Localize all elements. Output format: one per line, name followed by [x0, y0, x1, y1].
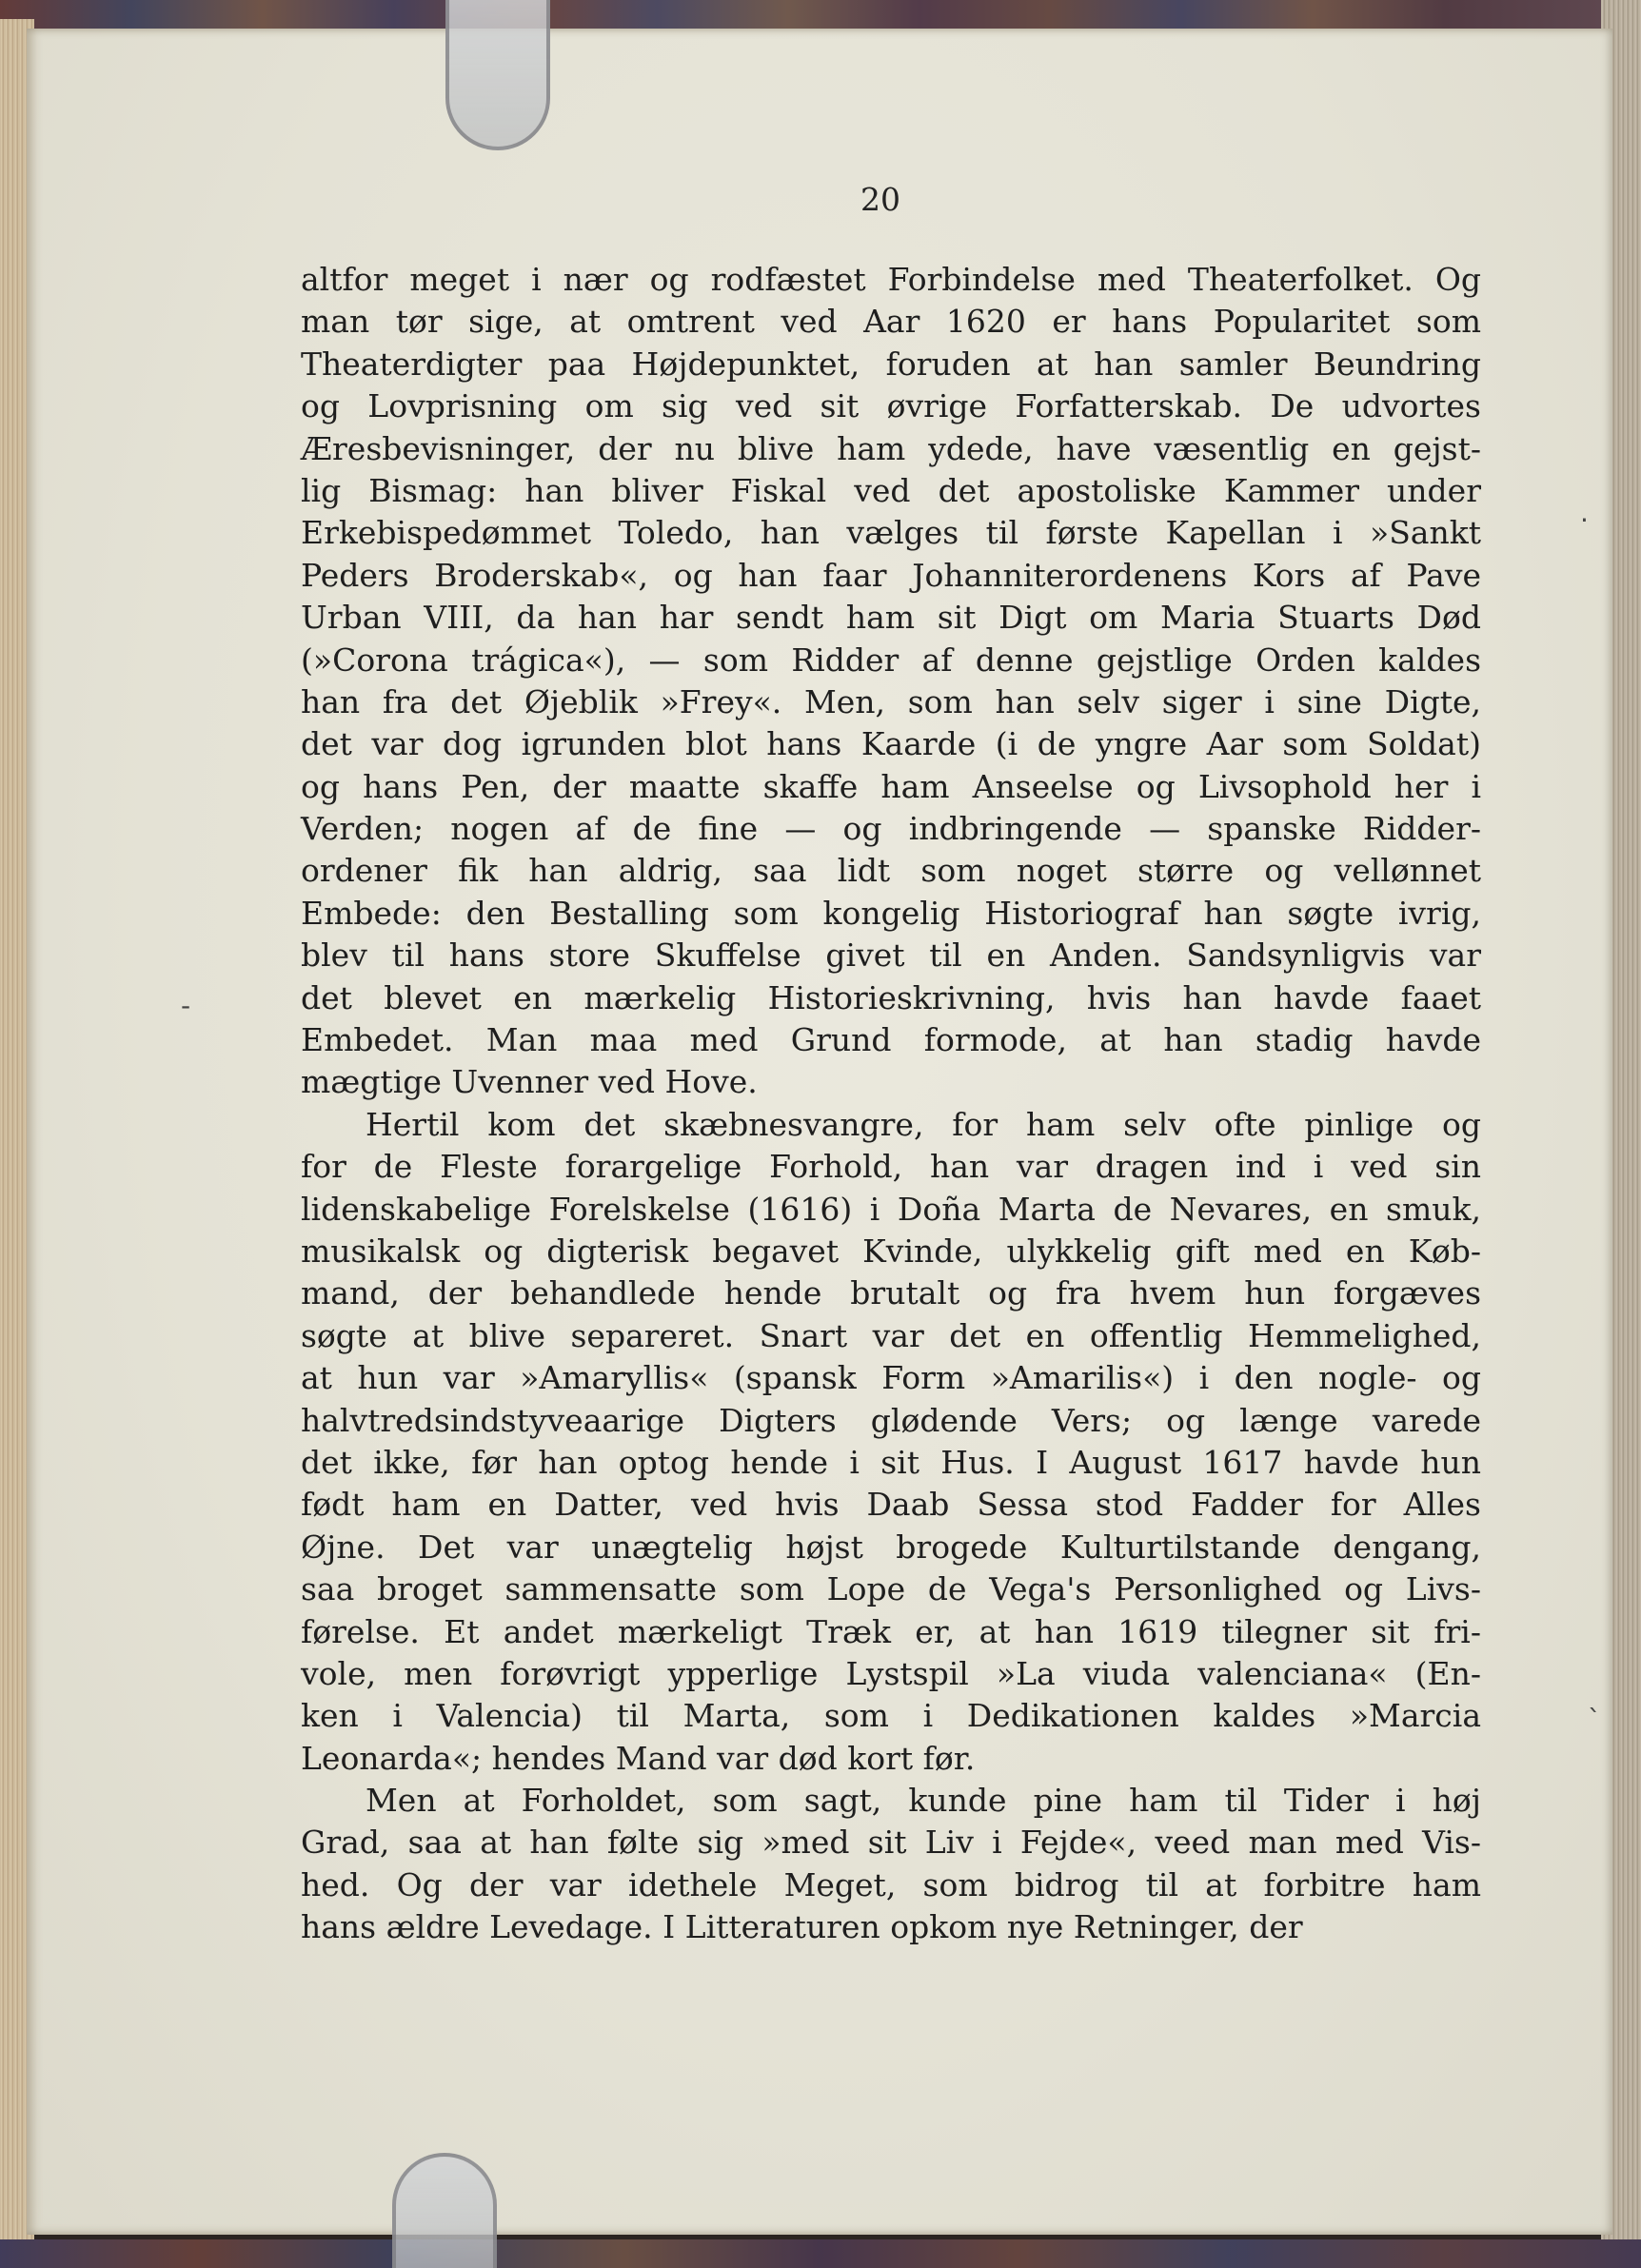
text-line: musikalsk og digterisk begavet Kvinde, ulykkelig gift med en Køb- — [301, 1232, 1481, 1270]
margin-mark: ˋ — [1588, 1704, 1601, 1735]
text-line: (»Corona trágica«), — som Ridder af denne gejstlige Orden kaldes — [301, 641, 1481, 679]
text-line: Øjne. Det var unægtelig højst brogede Kulturtilstande dengang, — [301, 1528, 1481, 1566]
text-line: og Lovprisning om sig ved sit øvrige Forfatterskab. De udvortes — [301, 387, 1481, 425]
text-line: han fra det Øjeblik »Frey«. Men, som han selv siger i sine Digte, — [301, 682, 1481, 720]
text-line: altfor meget i nær og rodfæstet Forbindelse med Theaterfolket. Og — [301, 261, 1481, 298]
text-line: det var dog igrunden blot hans Kaarde (i de yngre Aar som Soldat) — [301, 725, 1481, 763]
margin-mark: · — [1580, 504, 1589, 536]
text-line: Erkebispedømmet Toledo, han vælges til første Kapellan i »Sankt — [301, 514, 1481, 552]
text-line: lidenskabelige Forelskelse (1616) i Doña Marta de Nevares, en smuk, — [301, 1190, 1481, 1228]
text-line: førelse. Et andet mærkeligt Træk er, at han 1619 tilegner sit fri- — [301, 1612, 1481, 1650]
body-text — [301, 259, 1481, 1949]
text-line: ken i Valencia) til Marta, som i Dedikationen kaldes »Marcia — [301, 1697, 1481, 1735]
text-line: det blevet en mærkelig Historieskrivning, hvis han havde faaet — [301, 978, 1481, 1016]
page-clip-bottom — [392, 2153, 497, 2268]
text-line: Hertil kom det skæbnesvangre, for ham selv ofte pinlige og — [366, 1105, 1481, 1143]
text-line: og hans Pen, der maatte skaffe ham Anseelse og Livsophold her i — [301, 767, 1481, 805]
text-line: Men at Forholdet, som sagt, kunde pine ham til Tider i høj — [366, 1782, 1481, 1820]
text-line: Verden; nogen af de fine — og indbringende — spanske Ridder- — [301, 810, 1481, 848]
text-line: Embede: den Bestalling som kongelig Historiograf han søgte ivrig, — [301, 894, 1481, 932]
text-line: Grad, saa at han følte sig »med sit Liv i Fejde«, veed man med Vis- — [301, 1824, 1481, 1862]
text-line: hans ældre Levedage. I Litteraturen opkom nye Retninger, der — [301, 1908, 1303, 1946]
text-line: hed. Og der var idethele Meget, som bidrog til at forbitre ham — [301, 1865, 1481, 1903]
marbled-bottom-edge — [0, 2239, 1641, 2268]
text-line: mand, der behandlede hende brutalt og fra hvem hun forgæves — [301, 1274, 1481, 1312]
margin-mark: - — [181, 990, 191, 1021]
text-line: født ham en Datter, ved hvis Daab Sessa stod Fadder for Alles — [301, 1486, 1481, 1524]
text-line: lig Bismag: han bliver Fiskal ved det apostoliske Kammer under — [301, 471, 1481, 509]
text-line: mægtige Uvenner ved Hove. — [301, 1063, 758, 1101]
text-line: Peders Broderskab«, og han faar Johanniterordenens Kors af Pave — [301, 556, 1481, 594]
text-line: saa broget sammensatte som Lope de Vega's Personlighed og Livs- — [301, 1570, 1481, 1608]
text-line: Embedet. Man maa med Grund formode, at han stadig havde — [301, 1021, 1481, 1059]
text-line: Leonarda«; hendes Mand var død kort før. — [301, 1739, 976, 1777]
text-line: at hun var »Amaryllis« (spansk Form »Amarilis«) i den nogle- og — [301, 1359, 1481, 1397]
text-line: man tør sige, at omtrent ved Aar 1620 er hans Popularitet som — [301, 303, 1481, 341]
text-line: blev til hans store Skuffelse givet til en Anden. Sandsynligvis var — [301, 937, 1481, 975]
text-line: vole, men forøvrigt ypperlige Lystspil »La viuda valenciana« (En- — [301, 1654, 1481, 1692]
text-line: Theaterdigter paa Højdepunktet, foruden at han samler Beundring — [301, 345, 1481, 383]
text-line: ordener fik han aldrig, saa lidt som noget større og vellønnet — [301, 852, 1481, 890]
text-line: halvtredsindstyveaarige Digters glødende Vers; og længe varede — [301, 1401, 1481, 1439]
text-line: Æresbevisninger, der nu blive ham ydede, have væsentlig en gejst- — [301, 429, 1481, 467]
page-number: 20 — [860, 181, 900, 218]
text-line: Urban VIII, da han har sendt ham sit Digt om Maria Stuarts Død — [301, 599, 1481, 637]
text-line: for de Fleste forargelige Forhold, han var dragen ind i ved sin — [301, 1148, 1481, 1186]
text-line: søgte at blive separeret. Snart var det en offentlig Hemmelighed, — [301, 1316, 1481, 1354]
page-clip-top — [445, 0, 550, 150]
text-line: det ikke, før han optog hende i sit Hus. I August 1617 havde hun — [301, 1443, 1481, 1481]
